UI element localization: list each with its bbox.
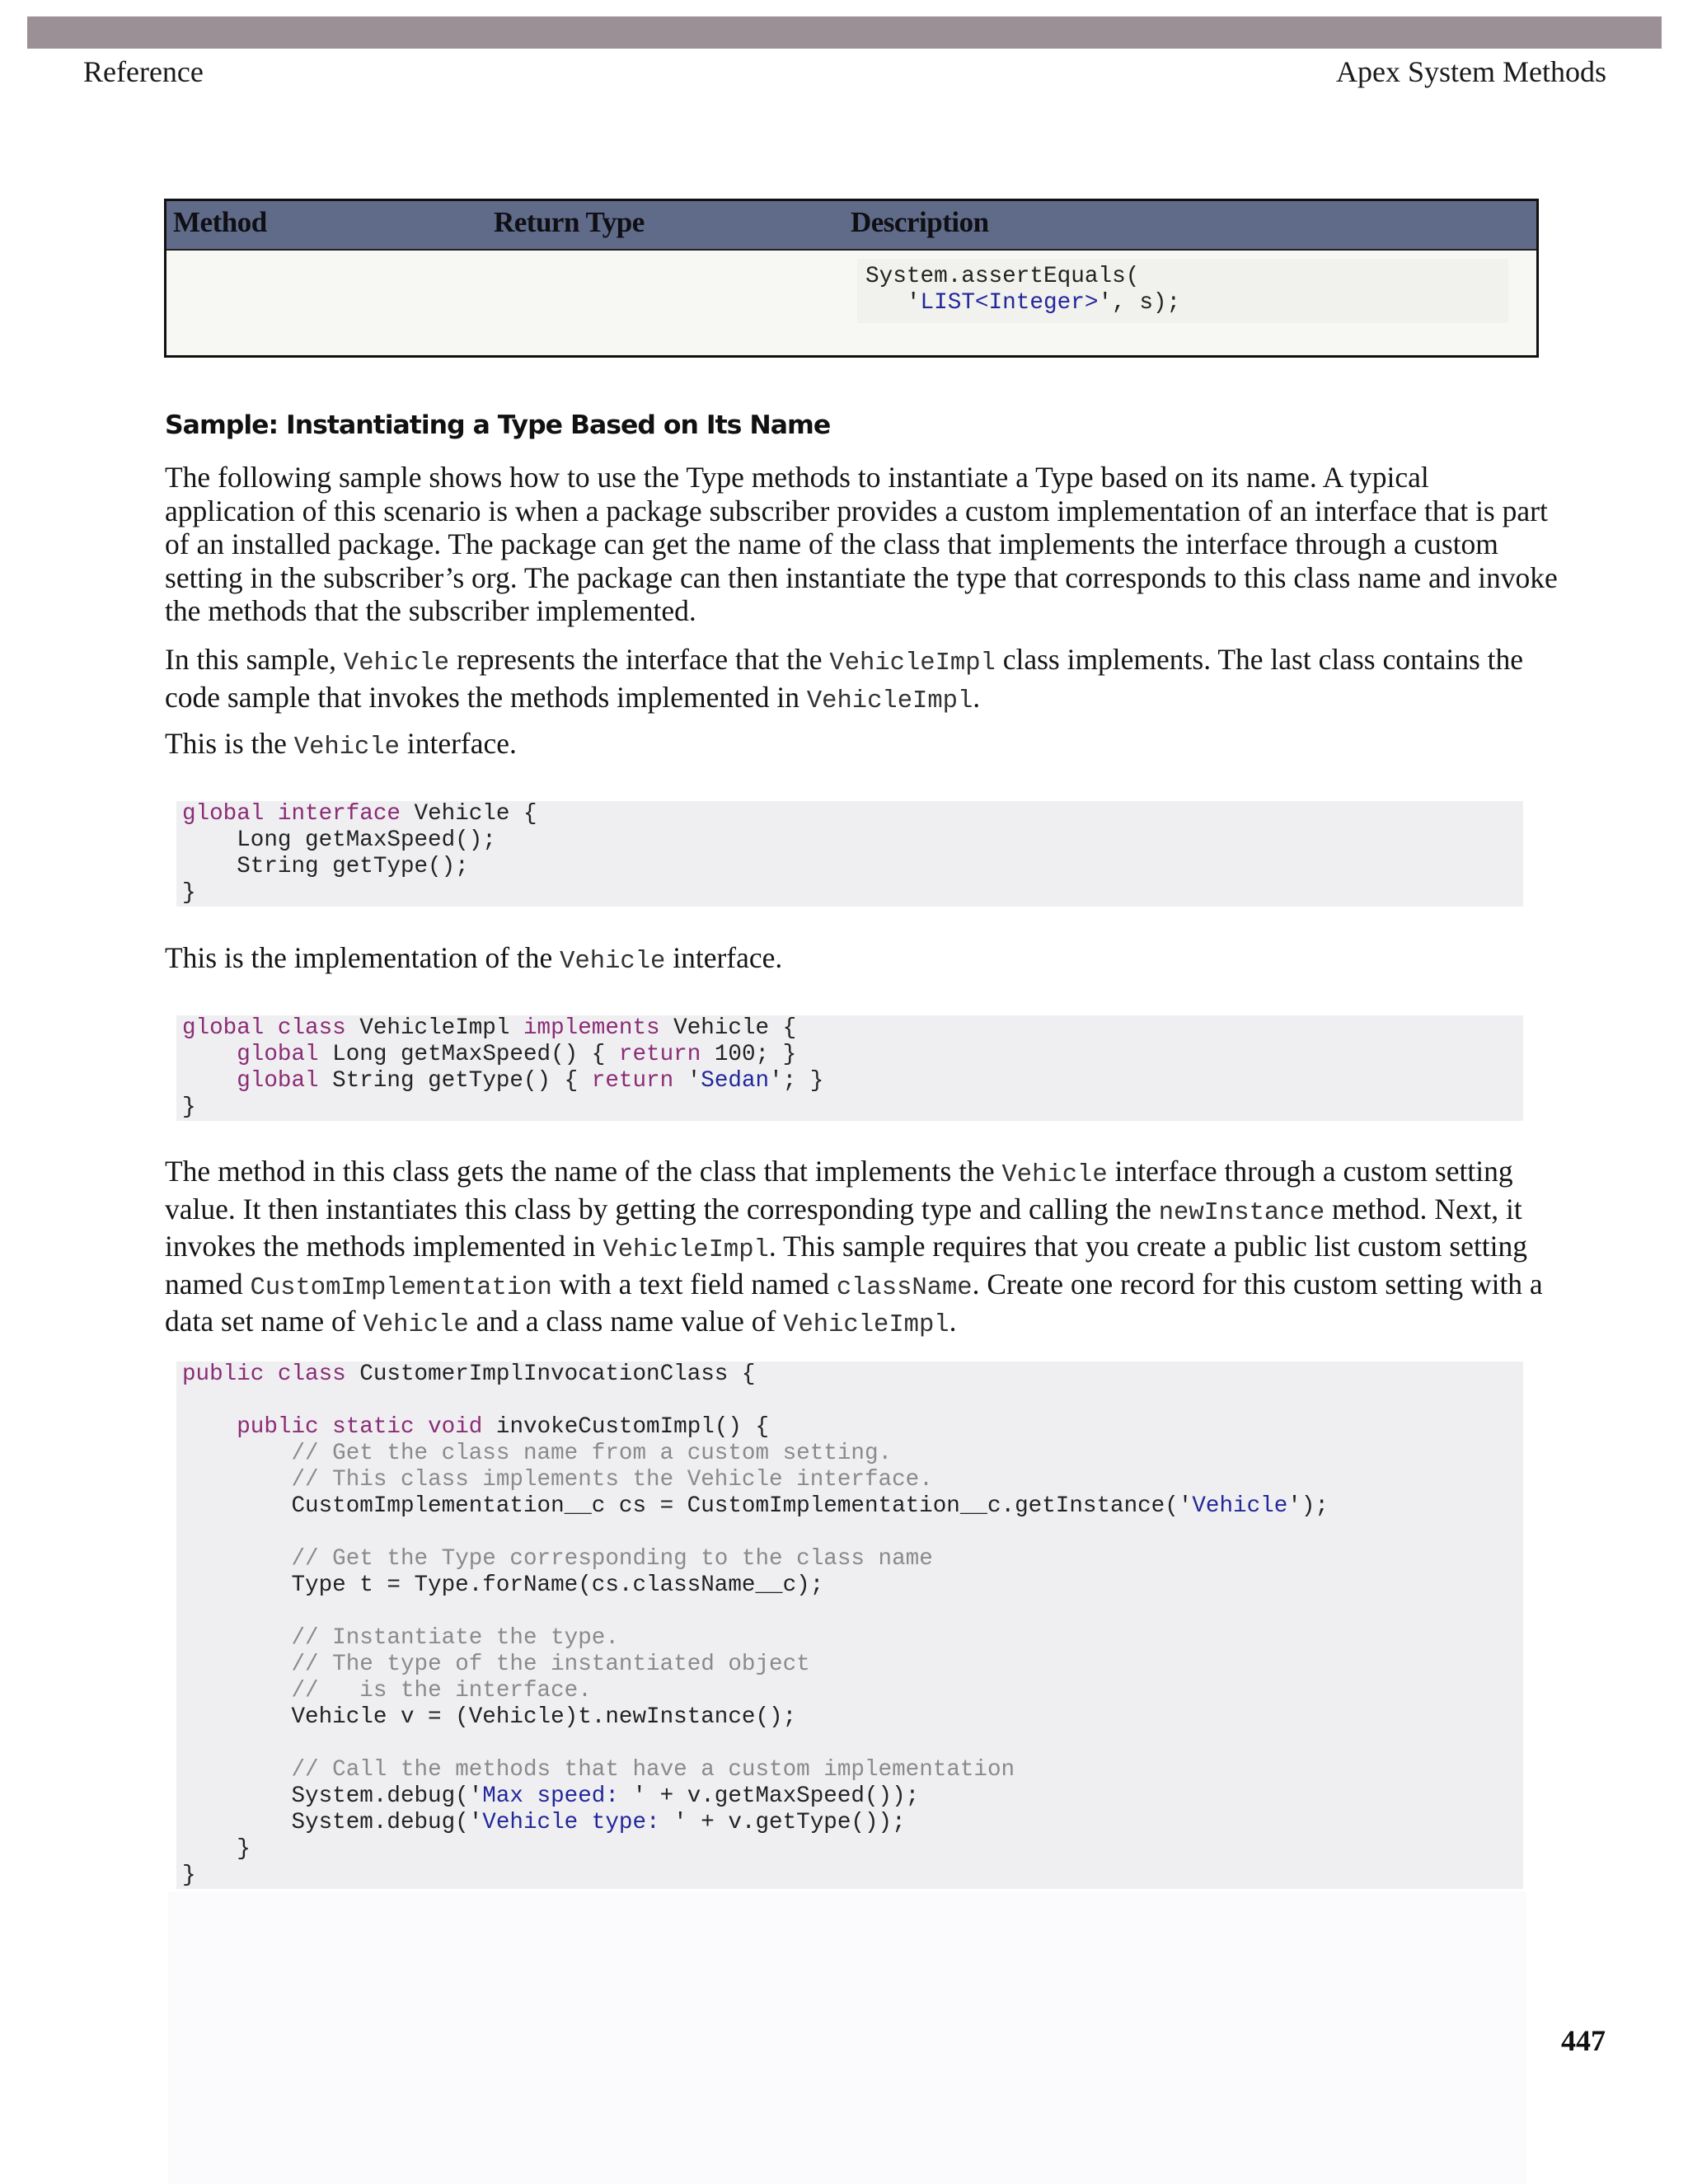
code-line-20: }	[182, 1863, 196, 1888]
code-line-14: Vehicle v = (Vehicle)t.newInstance();	[182, 1704, 797, 1730]
code-line-18: System.debug('Vehicle type: ' + v.getType());	[182, 1810, 906, 1835]
inline-code: VehicleImpl	[603, 1236, 769, 1265]
code-line-1: System.assertEquals(	[865, 264, 1140, 289]
inline-code: VehicleImpl	[829, 649, 996, 677]
code-line-16: // Call the methods that have a custom implementation	[291, 1757, 1015, 1783]
invocation-description-paragraph: The method in this class gets the name of the class that implements the Vehicle interface through a custom setting value. It then instantiates this class by getting the corresponding type and calling the newInstance method. Next, it invokes the methods implemented in VehicleImpl. This sample requires that you create a public list custom setting named CustomImplementation with a text field named className. Create one record for this custom setting with a data set name of Vehicle and a class name value of VehicleImpl.	[165, 1155, 1543, 1340]
code-line-3: public static void invokeCustomImpl() {	[237, 1414, 770, 1440]
code-block-invocation-class	[176, 1361, 1523, 1889]
inline-code: Vehicle	[363, 1311, 469, 1340]
code-block-vehicle-interface	[176, 801, 1523, 907]
inline-code: Vehicle	[293, 733, 400, 762]
running-head-left: Reference	[83, 55, 204, 88]
inline-code: className	[836, 1273, 973, 1302]
code-line-12: // The type of the instantiated object	[291, 1652, 810, 1677]
inline-code: newInstance	[1158, 1198, 1325, 1227]
description-cell	[857, 259, 1508, 323]
code-line-5: // This class implements the Vehicle interface.	[291, 1467, 933, 1493]
code-line-4: }	[182, 880, 196, 906]
running-head-right: Apex System Methods	[1336, 55, 1606, 88]
column-header-return-type: Return Type	[494, 206, 645, 238]
code-line-2: Long getMaxSpeed();	[182, 827, 496, 853]
inline-code: Vehicle	[1001, 1161, 1108, 1189]
code-line-2: global Long getMaxSpeed() { return 100; }	[237, 1042, 797, 1067]
column-header-description: Description	[851, 206, 989, 238]
inline-code: Vehicle	[343, 649, 450, 677]
inline-code: CustomImplementation	[250, 1273, 552, 1302]
page-shading	[168, 1891, 1526, 2184]
code-line-2: 'LIST<Integer>', s);	[865, 290, 1181, 316]
code-line-3: String getType();	[182, 854, 469, 879]
code-line-4: }	[182, 1094, 196, 1120]
column-header-method: Method	[173, 206, 267, 238]
code-line-19: }	[182, 1836, 251, 1862]
description-code	[865, 264, 1180, 316]
code-listing	[182, 1361, 1329, 1889]
interface-intro-paragraph: This is the Vehicle interface.	[165, 727, 517, 762]
methods-table	[164, 199, 1539, 358]
code-line-4: // Get the class name from a custom setting.	[291, 1441, 893, 1466]
inline-code: VehicleImpl	[806, 687, 973, 715]
inline-code: VehicleImpl	[783, 1311, 950, 1340]
inline-code: Vehicle	[560, 948, 666, 976]
page-number: 447	[1561, 2024, 1606, 2057]
code-line-17: System.debug('Max speed: ' + v.getMaxSpeed());	[182, 1783, 920, 1809]
section-heading: Sample: Instantiating a Type Based on Its Name	[165, 410, 831, 440]
intro-paragraph: The following sample shows how to use the Type methods to instantiate a Type based on its name. A typical application of this scenario is when a package subscriber provides a custom implementation of an interface that is part of an installed package. The package can get the name of the class that implements the interface through a custom setting in the subscriber’s org. The package can then instantiate the type that corresponds to this class name and invoke the methods that the subscriber implemented.	[165, 461, 1558, 628]
code-block-vehicle-impl	[176, 1015, 1523, 1121]
code-line-6: CustomImplementation__c cs = CustomImplementation__c.getInstance('Vehicle');	[182, 1493, 1329, 1519]
code-line-3: global String getType() { return 'Sedan'; }	[237, 1068, 824, 1094]
code-line-1: global class VehicleImpl implements Vehicle {	[182, 1015, 797, 1041]
code-listing	[182, 801, 537, 907]
code-line-9: Type t = Type.forName(cs.className__c);	[182, 1572, 824, 1598]
code-line-1: global interface Vehicle {	[182, 801, 537, 827]
code-line-13: // is the interface.	[291, 1678, 592, 1704]
code-listing	[182, 1015, 823, 1121]
code-line-1: public class CustomerImplInvocationClass {	[182, 1361, 756, 1387]
header-band	[27, 16, 1662, 49]
table-header-row	[166, 201, 1536, 251]
sample-description-paragraph: In this sample, Vehicle represents the interface that the VehicleImpl class implements. The last class contains the code sample that invokes the methods implemented in VehicleImpl.	[165, 643, 1524, 715]
code-line-8: // Get the Type corresponding to the class name	[291, 1546, 933, 1572]
code-line-11: // Instantiate the type.	[291, 1625, 619, 1651]
implementation-intro-paragraph: This is the implementation of the Vehicle interface.	[165, 941, 783, 976]
